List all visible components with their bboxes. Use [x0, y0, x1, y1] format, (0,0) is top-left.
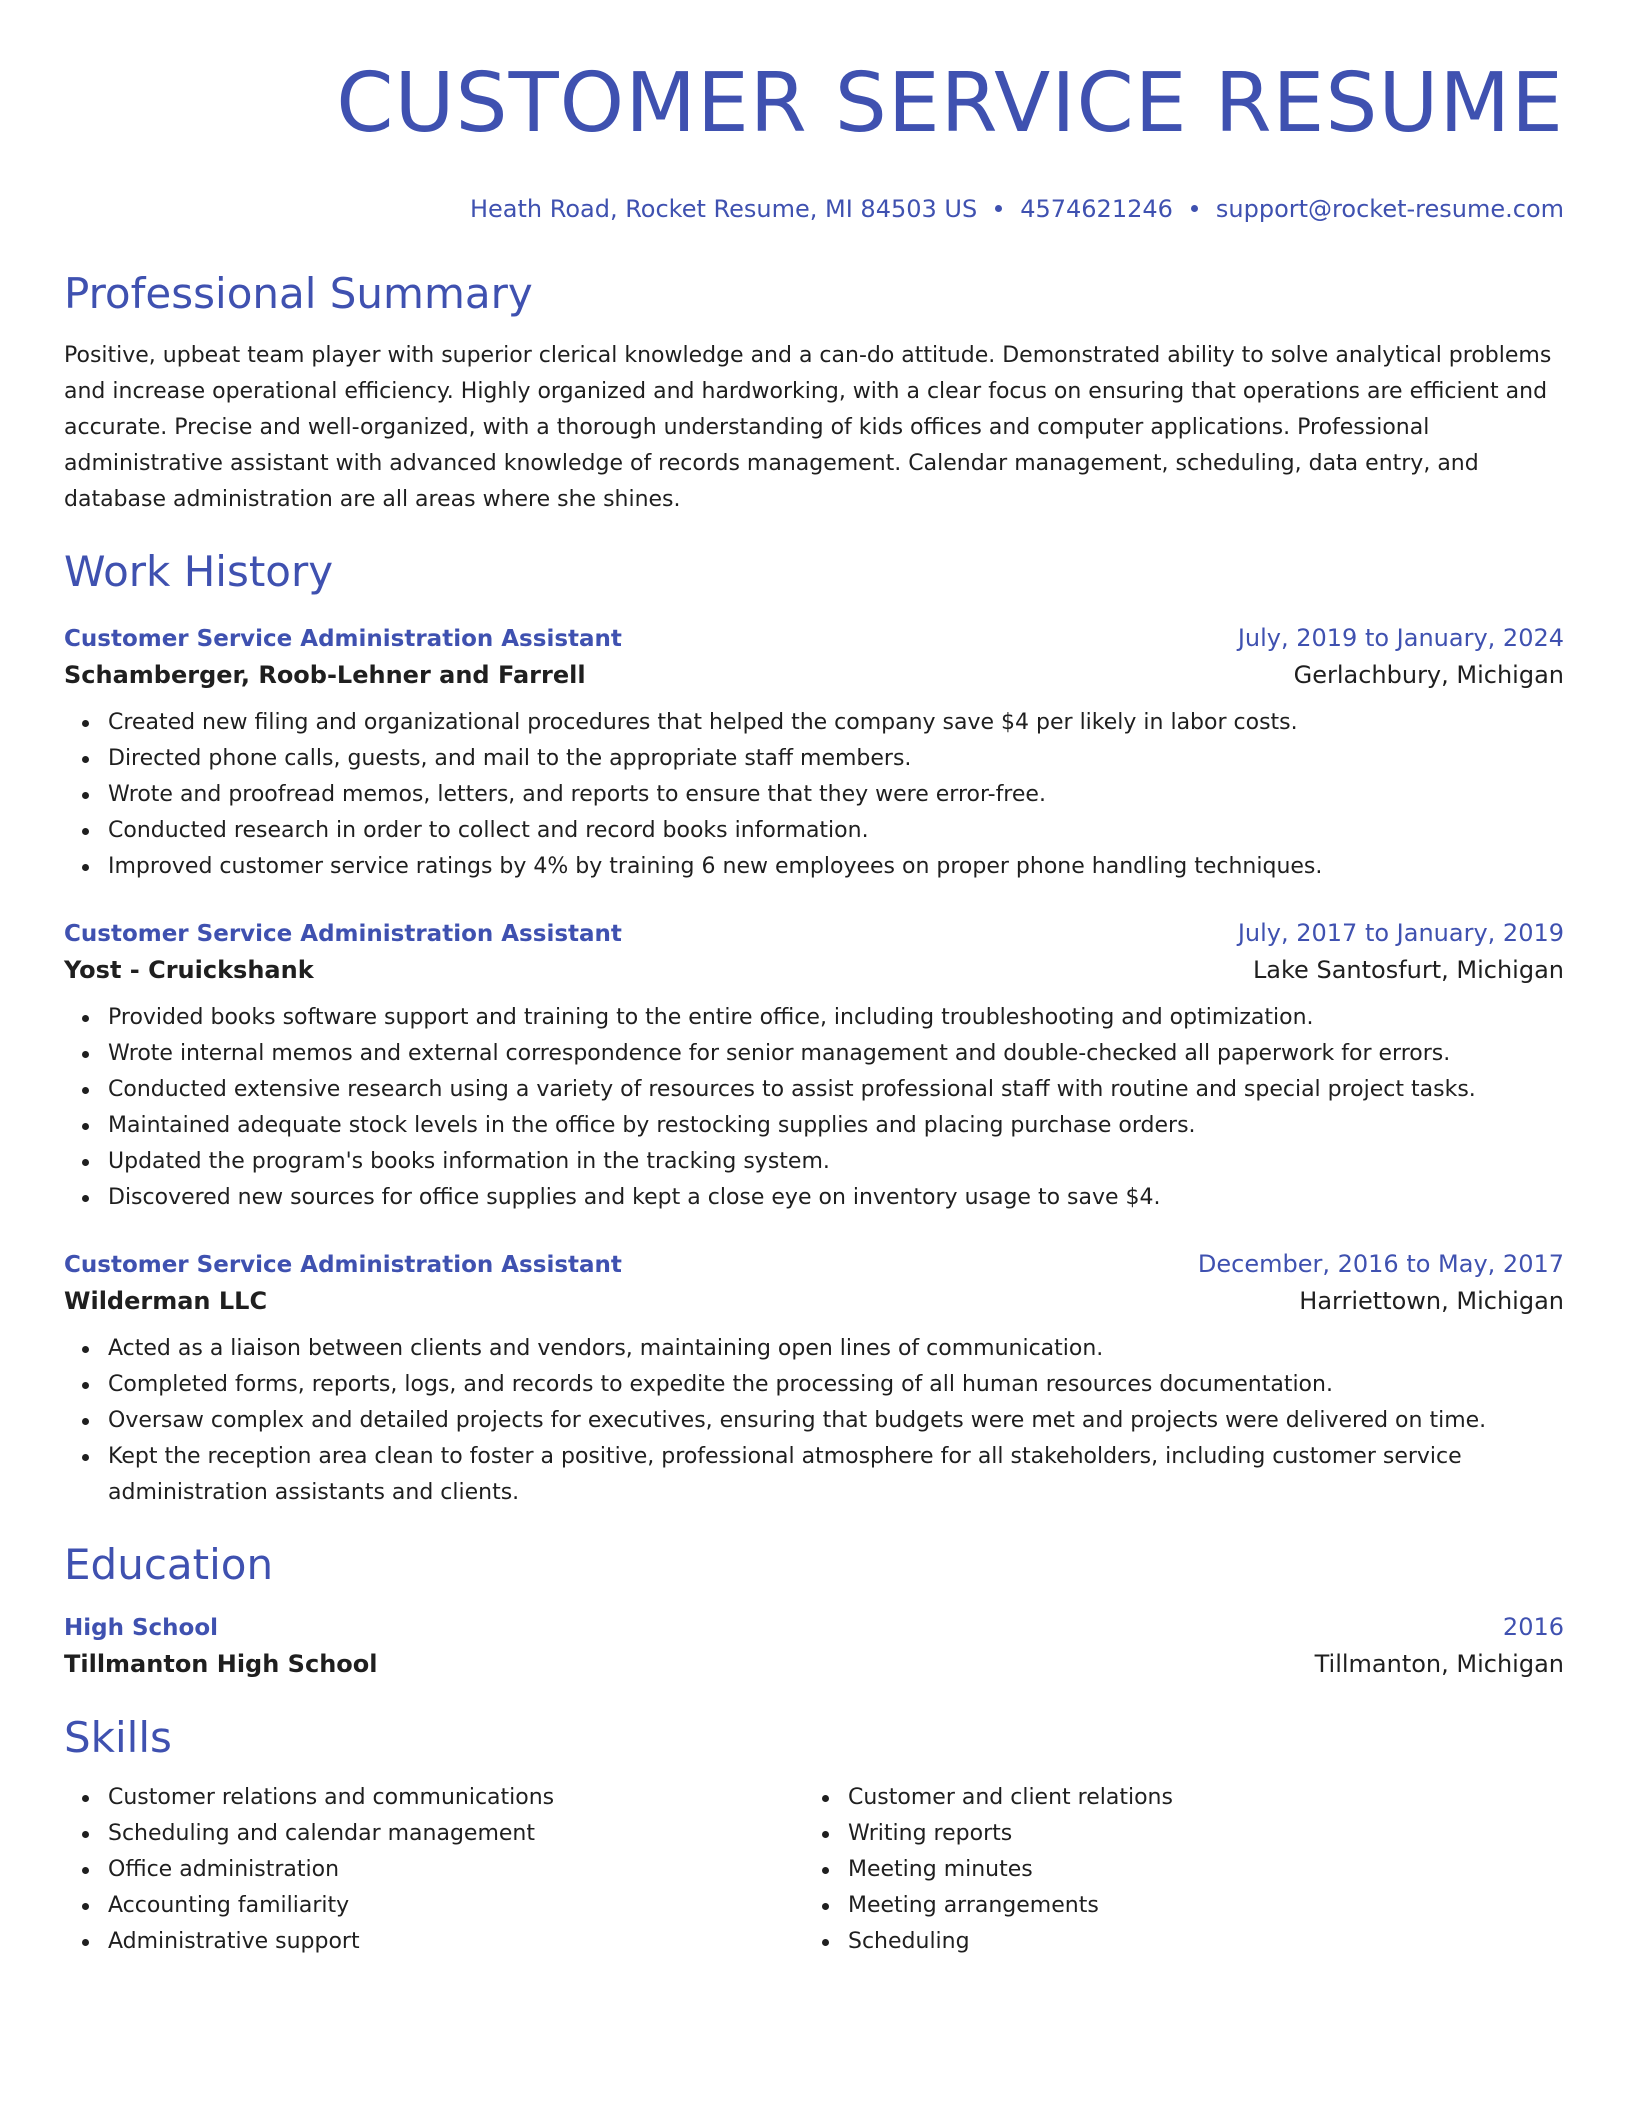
job-bullet: Discovered new sources for office supplies and kept a close eye on inventory usage to save $4. [108, 1180, 1564, 1216]
summary-text: Positive, upbeat team player with superior clerical knowledge and a can-do attitude. Demonstrated ability to solve analytical problems and increase operational efficiency. Highly organized and hardworking, with a clear focus on ensuring that operations are efficient and accurate. Precise and well-organized, with a thorough understanding of kids offices and computer applications. Professional administrative assistant with advanced knowledge of records management. Calendar management, scheduling, data entry, and database administration are all areas where she shines. [64, 343, 1552, 512]
skills-list [64, 1780, 1564, 1960]
skill-item: Scheduling [848, 1924, 1544, 1960]
skill-item: Administrative support [108, 1924, 804, 1960]
job-company: Schamberger, Roob-Lehner and Farrell [64, 661, 586, 689]
job-bullet: Maintained adequate stock levels in the office by restocking supplies and placing purchase orders. [108, 1108, 1564, 1144]
job-bullet: Wrote and proofread memos, letters, and reports to ensure that they were error-free. [108, 777, 1564, 813]
education-entry [64, 1609, 1564, 1682]
job-company: Wilderman LLC [64, 1287, 268, 1315]
contact-separator [1191, 205, 1198, 212]
job-title: Customer Service Administration Assistant [64, 626, 622, 652]
skills-bullets [804, 1780, 1544, 1960]
job-bullet: Kept the reception area clean to foster a positive, professional atmosphere for all stakeholders, including customer service administration assistants and clients. [108, 1439, 1564, 1511]
job-header [64, 915, 1564, 952]
skill-item: Customer and client relations [848, 1780, 1544, 1816]
job-dates: December, 2016 to May, 2017 [1197, 1250, 1564, 1278]
job-bullet: Improved customer service ratings by 4% by training 6 new employees on proper phone handling techniques. [108, 849, 1564, 885]
job-location: Gerlachbury, Michigan [1293, 661, 1564, 689]
skill-item: Writing reports [848, 1816, 1544, 1852]
job-bullet: Acted as a liaison between clients and vendors, maintaining open lines of communication. [108, 1331, 1564, 1367]
education-degree: High School [64, 1615, 219, 1641]
skill-item: Meeting arrangements [848, 1888, 1544, 1924]
job-bullet: Provided books software support and training to the entire office, including troubleshooting and optimization. [108, 1000, 1564, 1036]
contact-line [64, 194, 1564, 224]
job-bullets [64, 1331, 1564, 1511]
skill-item: Customer relations and communications [108, 1780, 804, 1816]
education-location: Tillmanton, Michigan [1314, 1650, 1564, 1678]
skills-heading: Skills [64, 1713, 172, 1762]
job-bullet: Conducted extensive research using a variety of resources to assist professional staff with routine and special project tasks. [108, 1072, 1564, 1108]
job-bullet: Created new filing and organizational procedures that helped the company save $4 per likely in labor costs. [108, 705, 1564, 741]
education-school-row [64, 1646, 1564, 1682]
job-title: Customer Service Administration Assistant [64, 921, 622, 947]
contact-phone: 4574621246 [1020, 195, 1173, 223]
job-header [64, 620, 1564, 657]
summary-heading: Professional Summary [64, 269, 533, 318]
skill-item: Accounting familiarity [108, 1888, 804, 1924]
skills-bullets [64, 1780, 804, 1960]
job-location: Harriettown, Michigan [1299, 1287, 1564, 1315]
job-entry [64, 915, 1564, 1216]
education-year: 2016 [1502, 1613, 1564, 1641]
job-bullet: Updated the program's books information in the tracking system. [108, 1144, 1564, 1180]
job-bullet: Wrote internal memos and external correspondence for senior management and double-checked all paperwork for errors. [108, 1036, 1564, 1072]
resume-page [64, 52, 1564, 1960]
work-history-heading: Work History [64, 547, 334, 596]
education-heading: Education [64, 1540, 274, 1589]
job-dates: July, 2017 to January, 2019 [1237, 919, 1564, 947]
job-bullet: Completed forms, reports, logs, and records to expedite the processing of all human resources documentation. [108, 1367, 1564, 1403]
job-bullet: Oversaw complex and detailed projects for executives, ensuring that budgets were met and projects were delivered on time. [108, 1403, 1564, 1439]
education-header [64, 1609, 1564, 1646]
job-bullet: Directed phone calls, guests, and mail to the appropriate staff members. [108, 741, 1564, 777]
skill-item: Meeting minutes [848, 1852, 1544, 1888]
resume-name: CUSTOMER SERVICE RESUME [336, 56, 1564, 151]
job-location: Lake Santosfurt, Michigan [1252, 956, 1564, 984]
job-employer [64, 952, 1564, 988]
contact-address: Heath Road, Rocket Resume, MI 84503 US [469, 195, 978, 223]
job-title: Customer Service Administration Assistant [64, 1252, 622, 1278]
job-employer [64, 1283, 1564, 1319]
job-bullet: Conducted research in order to collect and record books information. [108, 813, 1564, 849]
job-entry [64, 620, 1564, 885]
skill-item: Scheduling and calendar management [108, 1816, 804, 1852]
skill-item: Office administration [108, 1852, 804, 1888]
skills-column-left [64, 1780, 804, 1960]
job-company: Yost - Cruickshank [64, 956, 314, 984]
job-bullets [64, 1000, 1564, 1216]
job-bullets [64, 705, 1564, 885]
job-dates: July, 2019 to January, 2024 [1237, 624, 1564, 652]
skills-column-right [804, 1780, 1544, 1960]
job-employer [64, 657, 1564, 693]
job-entry [64, 1246, 1564, 1511]
job-header [64, 1246, 1564, 1283]
contact-email: support@rocket-resume.com [1215, 195, 1564, 223]
education-school: Tillmanton High School [64, 1650, 378, 1678]
contact-separator [995, 205, 1002, 212]
